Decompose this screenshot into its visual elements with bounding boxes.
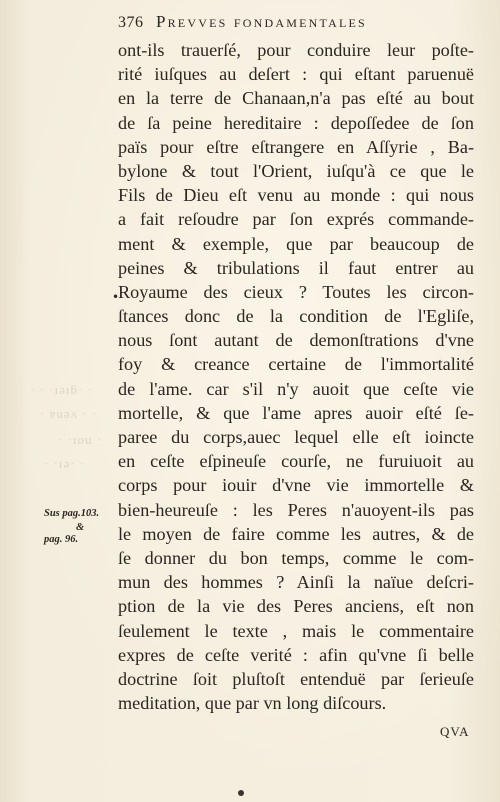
text-line: Fils de Dieu eſt venu au monde : qui nous xyxy=(118,185,474,206)
text-line: corps pour iouir d'vne vie immortelle & xyxy=(118,475,474,496)
page-header xyxy=(118,12,478,34)
show-through-text: · ɐuǝʌ · · xyxy=(40,406,98,421)
text-line: nous ſont autant de demonſtrations d'vne xyxy=(118,330,474,351)
text-line: païs pour eſtre eſtrangere en Aſſyrie , Ba- xyxy=(118,136,474,157)
running-title: Prevves fondamentales xyxy=(155,12,367,31)
show-through-text: · ·ıǝ· · xyxy=(44,456,86,471)
text-line: a fait reſoudre par ſon exprés commande- xyxy=(118,209,474,230)
catchword: QVA xyxy=(440,724,470,739)
text-line: en ceſte eſpineuſe courſe, ne furuiuoit au xyxy=(118,451,474,472)
text-line: foy & creance certaine de l'immortalité xyxy=(118,354,474,375)
margin-reference: pag. 96. xyxy=(44,534,79,545)
text-line: en la terre de Chanaan,n'a pas eſté au bout xyxy=(118,88,474,109)
margin-mark: • xyxy=(112,290,120,304)
text-line: ption de la vie des Peres anciens, eſt non xyxy=(118,596,474,617)
text-line: mortelle, & que l'ame apres auoir eſté ſe- xyxy=(118,402,474,423)
page-number: 376 xyxy=(118,14,144,31)
show-through-text: · · ·ıǝıƃ· · xyxy=(30,382,93,397)
text-line: ſe donner du bon temps, comme le com- xyxy=(118,547,474,568)
text-line: Royaume des cieux ? Toutes les circon- xyxy=(118,281,474,302)
text-line: paree du corps,auec lequel elle eſt ioincte xyxy=(118,427,474,447)
text-line: de ſa peine hereditaire : depoſſedee de ſon xyxy=(118,112,474,133)
text-line: le moyen de faire comme les autres, & de xyxy=(118,523,474,544)
text-line: doctrine ſoit pluſtoſt entenduë par ſerieuſe xyxy=(118,668,474,689)
text-line: expres de ceſte verité : afin qu'vne ſi belle xyxy=(118,644,474,665)
text-line: rité iuſques au deſert : qui eſtant paruenuë xyxy=(118,64,474,85)
text-line: mun des hommes ? Ainſi la naïue deſcri- xyxy=(118,572,474,593)
text-line: peines & tribulations il faut entrer au xyxy=(118,257,474,278)
text-line: ſeulement le texte , mais le commentaire xyxy=(118,620,474,641)
text-line: de l'ame. car s'il n'y auoit que ceſte vie xyxy=(118,378,474,399)
text-line: bylone & tout l'Orient, iuſqu'à ce que le xyxy=(118,160,474,181)
text-line: bien-heureuſe : les Peres n'auoyent-ils pas xyxy=(118,499,474,520)
body-text xyxy=(118,38,474,715)
text-line: ont-ils trauerſé, pour conduire leur poſte- xyxy=(118,40,474,60)
margin-reference: & xyxy=(76,522,85,533)
text-line: ſtances donc de la condition de l'Egliſe, xyxy=(118,306,474,327)
text-line: ment & exemple, que par beaucoup de xyxy=(118,233,474,254)
show-through-text: · ·ıou · xyxy=(58,432,103,447)
text-line: meditation, que par vn long diſcours. xyxy=(118,693,387,714)
page-ornament xyxy=(238,790,244,796)
margin-reference: Sus pag.103. xyxy=(44,508,100,519)
